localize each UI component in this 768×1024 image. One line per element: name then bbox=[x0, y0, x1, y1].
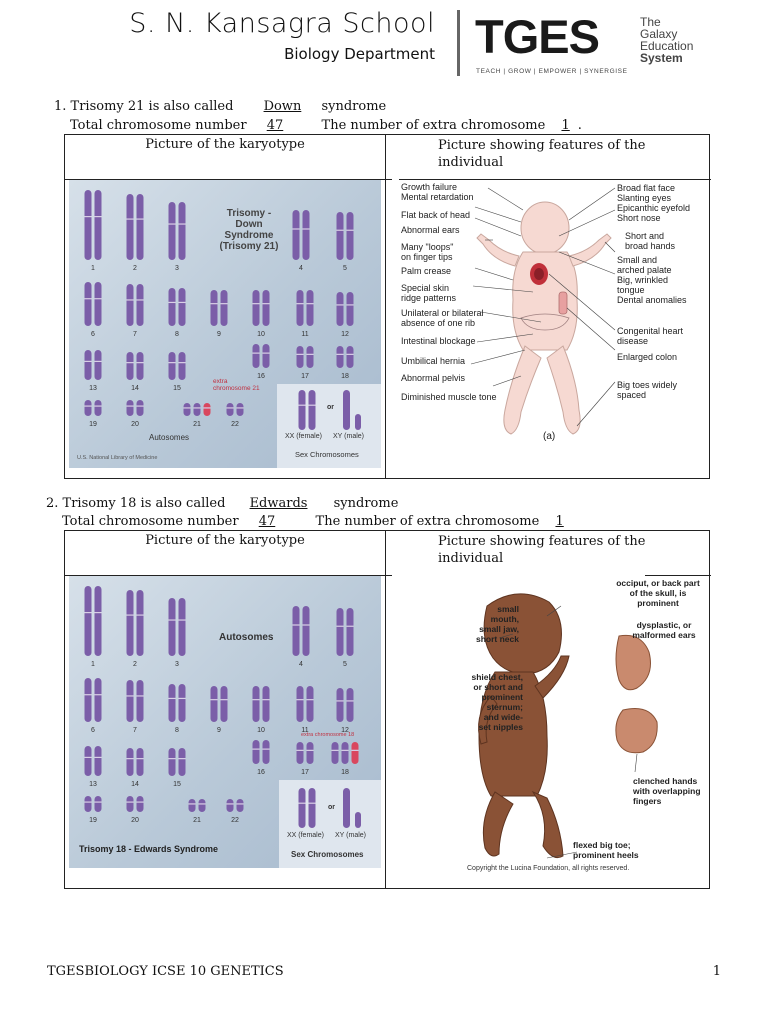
feature-label: Unilateral or bilateral bbox=[401, 308, 484, 318]
chromosome-number: 17 bbox=[301, 769, 309, 776]
feature-label: Broad flat face bbox=[617, 183, 676, 193]
chromosome-number: 11 bbox=[301, 727, 309, 734]
page-header bbox=[0, 0, 768, 85]
q1-extra-value: 1 bbox=[561, 118, 570, 133]
q1-total-label: Total chromosome number bbox=[70, 118, 247, 133]
features-heading-line2: individual bbox=[438, 155, 504, 170]
chromosome-number: 1 bbox=[91, 265, 95, 272]
q2-line bbox=[46, 496, 398, 511]
q1-table bbox=[64, 134, 710, 479]
extra-label-line: chromosome 21 bbox=[213, 385, 260, 392]
feature-label: tongue bbox=[617, 285, 645, 295]
feature-line: small jaw, bbox=[479, 624, 519, 634]
chromosome-number: 8 bbox=[175, 331, 179, 338]
feature-occiput bbox=[603, 578, 713, 608]
feature-line: prominent bbox=[637, 598, 679, 608]
footer-title: TGESBIOLOGY ICSE 10 GENETICS bbox=[47, 964, 284, 979]
extra-chromosome-label bbox=[213, 378, 260, 392]
or-label: or bbox=[327, 404, 334, 411]
extra-chromosome-label: extra chromosome 18 bbox=[301, 732, 355, 738]
feature-line: and wide- bbox=[483, 712, 523, 722]
chromosome-number: 12 bbox=[341, 727, 349, 734]
karyotype-image-trisomy18 bbox=[69, 576, 381, 868]
chromosome-number: 9 bbox=[217, 331, 221, 338]
feature-line: prominent bbox=[481, 692, 523, 702]
feature-label: Enlarged colon bbox=[617, 352, 678, 362]
feature-label: ridge patterns bbox=[401, 293, 457, 303]
chromosome-number: 3 bbox=[175, 661, 179, 668]
karyotype-caption: Trisomy 18 - Edwards Syndrome bbox=[79, 844, 219, 854]
tges-logo bbox=[475, 12, 599, 62]
chromosome-number: 16 bbox=[257, 769, 265, 776]
q2-prefix: 2. Trisomy 18 is also called bbox=[46, 496, 226, 511]
features-heading-line2: individual bbox=[438, 551, 504, 566]
karyotype-title-line: (Trisomy 21) bbox=[219, 241, 279, 252]
features-heading bbox=[438, 531, 678, 567]
xx-label: XX (female) bbox=[287, 832, 324, 839]
chromosome bbox=[309, 788, 316, 828]
feature-label: Palm crease bbox=[401, 266, 452, 276]
feature-label: Umbilical hernia bbox=[401, 356, 466, 366]
feature-label: Big, wrinkled bbox=[617, 275, 669, 285]
chromosome-number: 20 bbox=[131, 817, 139, 824]
down-syndrome-features-image bbox=[393, 180, 711, 470]
q2-extra-label: The number of extra chromosome bbox=[315, 514, 540, 529]
y-chromosome bbox=[355, 812, 361, 828]
chromosome-number: 15 bbox=[173, 781, 181, 788]
x-chromosome bbox=[343, 788, 350, 828]
q2-table bbox=[64, 530, 710, 889]
autosomes-label: Autosomes bbox=[219, 632, 274, 643]
chromosome-number: 8 bbox=[175, 727, 179, 734]
chromosome-number: 7 bbox=[133, 331, 137, 338]
q2-extra-value: 1 bbox=[555, 514, 564, 529]
q2-suffix: syndrome bbox=[333, 496, 399, 511]
table-divider bbox=[385, 135, 386, 478]
chromosome bbox=[309, 390, 316, 430]
karyotype-title-line: Down bbox=[235, 219, 263, 230]
q1-prefix: 1. Trisomy 21 is also called bbox=[54, 99, 234, 114]
feature-line: malformed ears bbox=[632, 630, 696, 640]
chromosome-number: 13 bbox=[89, 781, 97, 788]
feature-label: Many "loops" bbox=[401, 242, 454, 252]
chromosome-number: 10 bbox=[257, 727, 265, 734]
q1-total-value: 47 bbox=[266, 118, 284, 133]
chromosome bbox=[299, 390, 306, 430]
xx-label: XX (female) bbox=[285, 433, 322, 440]
sex-chromosomes-label: Sex Chromosomes bbox=[295, 450, 359, 459]
feature-label: Short and bbox=[625, 231, 665, 241]
logo-side-text bbox=[640, 16, 693, 64]
feature-label: Small and bbox=[617, 255, 658, 265]
chromosome-number: 17 bbox=[301, 373, 309, 380]
chromosome-number: 6 bbox=[91, 727, 95, 734]
chromosome-number: 14 bbox=[131, 781, 139, 788]
logo-side-line: System bbox=[640, 51, 683, 65]
chromosome-number: 2 bbox=[133, 265, 137, 272]
image-credit: U.S. National Library of Medicine bbox=[77, 455, 158, 461]
karyotype-heading: Picture of the karyotype bbox=[145, 533, 305, 548]
karyotype-title-line: Syndrome bbox=[224, 230, 274, 241]
q1-suffix: syndrome bbox=[321, 99, 387, 114]
chromosome-number: 22 bbox=[231, 421, 239, 428]
page-number: 1 bbox=[712, 964, 721, 979]
feature-label: Congenital heart bbox=[617, 326, 684, 336]
chromosome-number: 19 bbox=[89, 421, 97, 428]
logo-tagline: TEACH | GROW | EMPOWER | SYNERGISE bbox=[476, 68, 628, 75]
feature-mouth bbox=[459, 604, 519, 644]
feature-line: flexed big toe; bbox=[573, 840, 631, 850]
chromosome-number: 7 bbox=[133, 727, 137, 734]
feature-label: Abnormal pelvis bbox=[401, 373, 466, 383]
karyotype-title-line: Trisomy - bbox=[226, 208, 272, 219]
chromosome-number: 9 bbox=[217, 727, 221, 734]
logo-text: TGES bbox=[475, 10, 599, 63]
feature-label: Big toes widely bbox=[617, 380, 678, 390]
q1-counts-line: Total chromosome number 47 The number of extra chromosome 1 . bbox=[70, 118, 582, 133]
chromosome-number: 2 bbox=[133, 661, 137, 668]
feature-label: Diminished muscle tone bbox=[401, 392, 497, 402]
feature-label: Flat back of head bbox=[401, 210, 471, 220]
chromosome-number: 22 bbox=[231, 817, 239, 824]
feature-chest bbox=[457, 672, 523, 732]
feature-label: broad hands bbox=[625, 241, 676, 251]
edwards-syndrome-features-image bbox=[387, 576, 711, 876]
copyright-text: Copyright the Lucina Foundation, all rights reserved. bbox=[467, 865, 630, 872]
feature-label: Special skin bbox=[401, 283, 450, 293]
figure-caption: (a) bbox=[543, 431, 556, 442]
school-name: S. N. Kansagra School bbox=[129, 8, 435, 39]
feature-label: Short nose bbox=[617, 213, 661, 223]
karyotype-image-trisomy21 bbox=[69, 180, 381, 468]
feature-line: short neck bbox=[476, 634, 519, 644]
xy-label: XY (male) bbox=[333, 433, 364, 440]
feature-line: small bbox=[497, 604, 519, 614]
chromosome-number: 6 bbox=[91, 331, 95, 338]
department-name: Biology Department bbox=[284, 45, 435, 63]
chromosome-number: 15 bbox=[173, 385, 181, 392]
chromosome-number: 21 bbox=[193, 817, 201, 824]
chromosome-number: 14 bbox=[131, 385, 139, 392]
feature-hands bbox=[633, 776, 713, 806]
features-heading-line1: Picture showing features of the bbox=[438, 138, 646, 153]
q2-total-label: Total chromosome number bbox=[62, 514, 239, 529]
feature-line: of the skull, is bbox=[629, 588, 687, 598]
feature-line: sternum; bbox=[486, 702, 523, 712]
chromosome-number: 21 bbox=[193, 421, 201, 428]
chromosome-number: 5 bbox=[343, 661, 347, 668]
chromosome bbox=[299, 788, 306, 828]
sex-chromosomes-svg bbox=[69, 576, 381, 868]
feature-toe bbox=[573, 840, 673, 860]
chromosome-number: 13 bbox=[89, 385, 97, 392]
chromosome-number: 5 bbox=[343, 265, 347, 272]
feature-ears bbox=[619, 620, 709, 640]
feature-label: Abnormal ears bbox=[401, 225, 460, 235]
or-label: or bbox=[328, 804, 335, 811]
q1-extra-label: The number of extra chromosome bbox=[321, 118, 546, 133]
feature-line: with overlapping bbox=[633, 786, 701, 796]
q1-line bbox=[54, 99, 386, 114]
feature-line: fingers bbox=[633, 796, 662, 806]
q2-total-value: 47 bbox=[258, 514, 276, 529]
chromosome-number: 12 bbox=[341, 331, 349, 338]
chromosome-number: 18 bbox=[341, 769, 349, 776]
chromosome-number: 19 bbox=[89, 817, 97, 824]
x-chromosome bbox=[343, 390, 350, 430]
feature-line: shield chest, bbox=[471, 672, 523, 682]
feature-line: or short and bbox=[473, 682, 523, 692]
chromosome-number: 16 bbox=[257, 373, 265, 380]
feature-label: Intestinal blockage bbox=[401, 336, 476, 346]
feature-line: clenched hands bbox=[633, 776, 698, 786]
header-divider bbox=[457, 10, 460, 76]
q2-counts-line bbox=[62, 514, 576, 529]
feature-label: Mental retardation bbox=[401, 192, 474, 202]
chromosome-number: 1 bbox=[91, 661, 95, 668]
feature-label: spaced bbox=[617, 390, 647, 400]
features-heading-line1: Picture showing features of the bbox=[438, 534, 646, 549]
logo-side-line: The bbox=[640, 15, 661, 29]
feature-label: disease bbox=[617, 336, 649, 346]
feature-line: occiput, or back part bbox=[616, 578, 700, 588]
chromosome-number: 11 bbox=[301, 331, 309, 338]
feature-line: set nipples bbox=[478, 722, 523, 732]
feature-label: arched palate bbox=[617, 265, 672, 275]
q2-answer-name: Edwards bbox=[249, 496, 308, 511]
chromosome-number: 10 bbox=[257, 331, 265, 338]
karyotype-heading: Picture of the karyotype bbox=[145, 137, 305, 152]
feature-line: dysplastic, or bbox=[636, 620, 692, 630]
feature-label: on finger tips bbox=[401, 252, 453, 262]
autosomes-label: Autosomes bbox=[149, 433, 190, 442]
feature-label: Slanting eyes bbox=[617, 193, 672, 203]
chromosome-number: 4 bbox=[299, 265, 303, 272]
feature-label: Dental anomalies bbox=[617, 295, 687, 305]
chromosome-number: 20 bbox=[131, 421, 139, 428]
logo-side-line: Education bbox=[640, 39, 694, 53]
q1-answer-name: Down bbox=[263, 99, 302, 114]
chromosome-number: 18 bbox=[341, 373, 349, 380]
feature-label: absence of one rib bbox=[401, 318, 476, 328]
xy-label: XY (male) bbox=[335, 832, 366, 839]
feature-line: mouth, bbox=[490, 614, 519, 624]
feature-label: Growth failure bbox=[401, 182, 458, 192]
logo-side-line: Galaxy bbox=[640, 27, 678, 41]
sex-chromosomes-label: Sex Chromosomes bbox=[291, 850, 364, 859]
table-divider bbox=[385, 531, 386, 888]
karyotype-title bbox=[219, 208, 279, 252]
features-heading bbox=[438, 135, 678, 171]
feature-label: Epicanthic eyefold bbox=[617, 203, 691, 213]
extra-label-line: extra bbox=[213, 378, 228, 385]
chromosome-number: 4 bbox=[299, 661, 303, 668]
y-chromosome bbox=[355, 414, 361, 430]
chromosome-number: 3 bbox=[175, 265, 179, 272]
feature-line: prominent heels bbox=[573, 850, 639, 860]
